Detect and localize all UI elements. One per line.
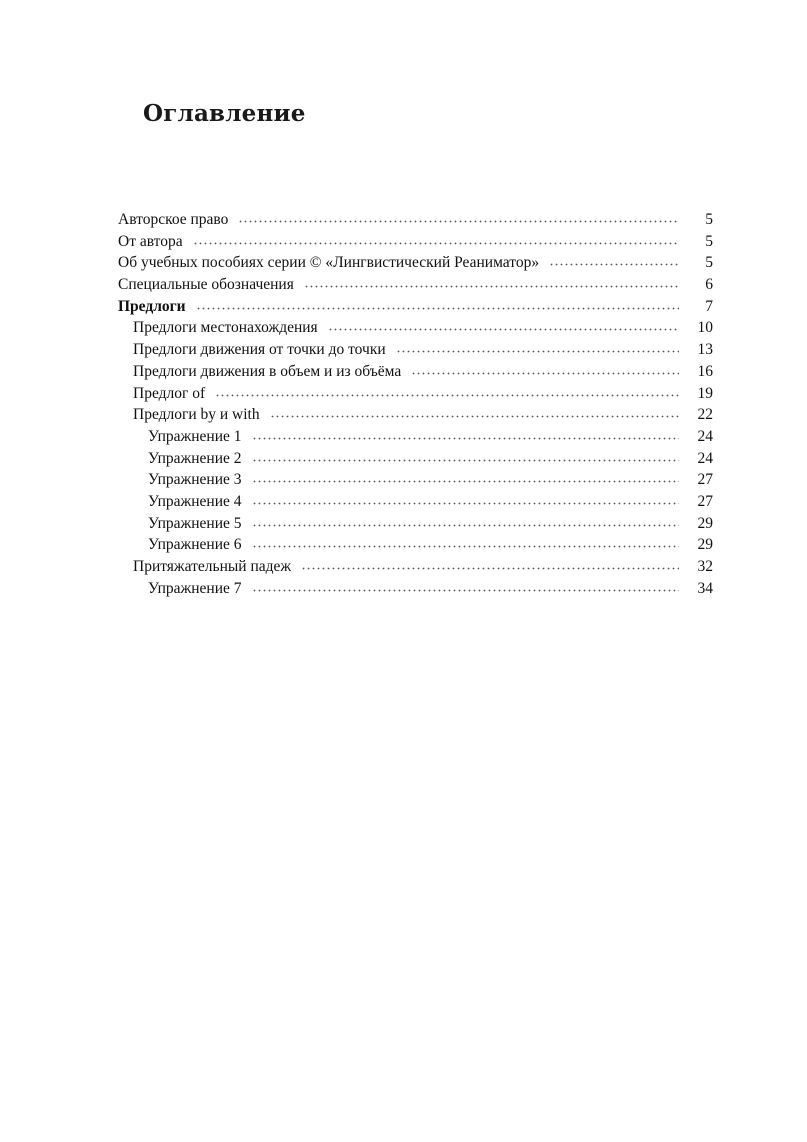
toc-entry-page-number: 32 bbox=[697, 558, 713, 575]
toc-entry[interactable] bbox=[118, 556, 713, 578]
toc-entry[interactable] bbox=[118, 513, 713, 535]
toc-entry-title: Предлоги движения от точки до точки bbox=[133, 341, 386, 359]
toc-entry[interactable] bbox=[118, 317, 713, 339]
page-title: Оглавление bbox=[143, 100, 306, 127]
toc-entry[interactable] bbox=[118, 426, 713, 448]
toc-entry[interactable] bbox=[118, 361, 713, 383]
toc-entry[interactable] bbox=[118, 296, 713, 318]
dot-leader bbox=[252, 540, 679, 548]
toc-entry-page-number: 27 bbox=[697, 471, 713, 489]
toc-entry-title: Предлог of bbox=[133, 384, 206, 402]
dot-leader bbox=[411, 367, 679, 375]
toc-entry-title: Упражнение 4 bbox=[148, 492, 242, 510]
dot-leader bbox=[252, 454, 679, 462]
toc-entry-title: Притяжательный падеж bbox=[133, 558, 292, 575]
dot-leader bbox=[328, 323, 679, 331]
toc-entry-page-number: 29 bbox=[697, 514, 713, 532]
toc-entry-title: Упражнение 6 bbox=[148, 536, 242, 554]
toc-entry-page-number: 27 bbox=[697, 492, 713, 510]
dot-leader bbox=[215, 389, 679, 397]
dot-leader bbox=[252, 519, 679, 527]
toc-entry[interactable] bbox=[118, 274, 713, 296]
toc-entry-title: Упражнение 3 bbox=[148, 471, 242, 489]
toc-entry-page-number: 5 bbox=[705, 254, 713, 272]
toc-entry-title: Предлоги bbox=[118, 297, 186, 315]
toc-entry-title: Авторское право bbox=[118, 211, 229, 228]
toc-entry-title: Упражнение 1 bbox=[148, 427, 242, 445]
dot-leader bbox=[193, 237, 679, 245]
toc-entry[interactable] bbox=[118, 231, 713, 253]
toc-entry-title: Об учебных пособиях серии © «Лингвистический Реаниматор» bbox=[118, 254, 540, 272]
dot-leader bbox=[196, 302, 679, 310]
toc-entry-page-number: 10 bbox=[697, 319, 713, 337]
toc-entry-title: От автора bbox=[118, 232, 183, 250]
toc-entry[interactable] bbox=[118, 209, 713, 231]
dot-leader bbox=[238, 215, 679, 223]
toc-entry-page-number: 24 bbox=[697, 427, 713, 445]
toc-entry-page-number: 29 bbox=[697, 536, 713, 554]
toc-entry-page-number: 16 bbox=[697, 362, 713, 380]
toc-entry[interactable] bbox=[118, 534, 713, 556]
toc-entry-page-number: 22 bbox=[697, 406, 713, 424]
toc-entry[interactable] bbox=[118, 339, 713, 361]
toc-entry-title: Упражнение 2 bbox=[148, 449, 242, 467]
toc-entry[interactable] bbox=[118, 491, 713, 513]
toc-entry-title: Предлоги by и with bbox=[133, 406, 260, 424]
toc-entry[interactable] bbox=[118, 448, 713, 470]
dot-leader bbox=[252, 497, 679, 505]
toc-entry-title: Упражнение 7 bbox=[148, 579, 242, 597]
toc-entry[interactable] bbox=[118, 404, 713, 426]
toc-entry-page-number: 5 bbox=[705, 232, 713, 250]
dot-leader bbox=[252, 432, 679, 440]
toc-entry-page-number: 24 bbox=[697, 449, 713, 467]
dot-leader bbox=[301, 562, 679, 570]
table-of-contents bbox=[118, 209, 713, 599]
toc-entry[interactable] bbox=[118, 383, 713, 405]
dot-leader bbox=[270, 410, 679, 418]
dot-leader bbox=[549, 258, 679, 266]
toc-entry[interactable] bbox=[118, 252, 713, 274]
toc-entry-page-number: 6 bbox=[705, 276, 713, 294]
dot-leader bbox=[252, 475, 679, 483]
toc-entry-page-number: 7 bbox=[705, 297, 713, 315]
toc-entry[interactable] bbox=[118, 469, 713, 491]
toc-entry-page-number: 5 bbox=[705, 211, 713, 228]
toc-entry-page-number: 19 bbox=[697, 384, 713, 402]
toc-entry-title: Упражнение 5 bbox=[148, 514, 242, 532]
toc-entry-title: Предлоги движения в объем и из объёма bbox=[133, 362, 402, 380]
toc-entry-title: Специальные обозначения bbox=[118, 276, 294, 294]
toc-entry-page-number: 34 bbox=[697, 579, 713, 597]
toc-entry-title: Предлоги местонахождения bbox=[133, 319, 318, 337]
toc-entry[interactable] bbox=[118, 578, 713, 600]
dot-leader bbox=[252, 584, 679, 592]
dot-leader bbox=[304, 280, 679, 288]
dot-leader bbox=[396, 345, 679, 353]
toc-entry-page-number: 13 bbox=[697, 341, 713, 359]
